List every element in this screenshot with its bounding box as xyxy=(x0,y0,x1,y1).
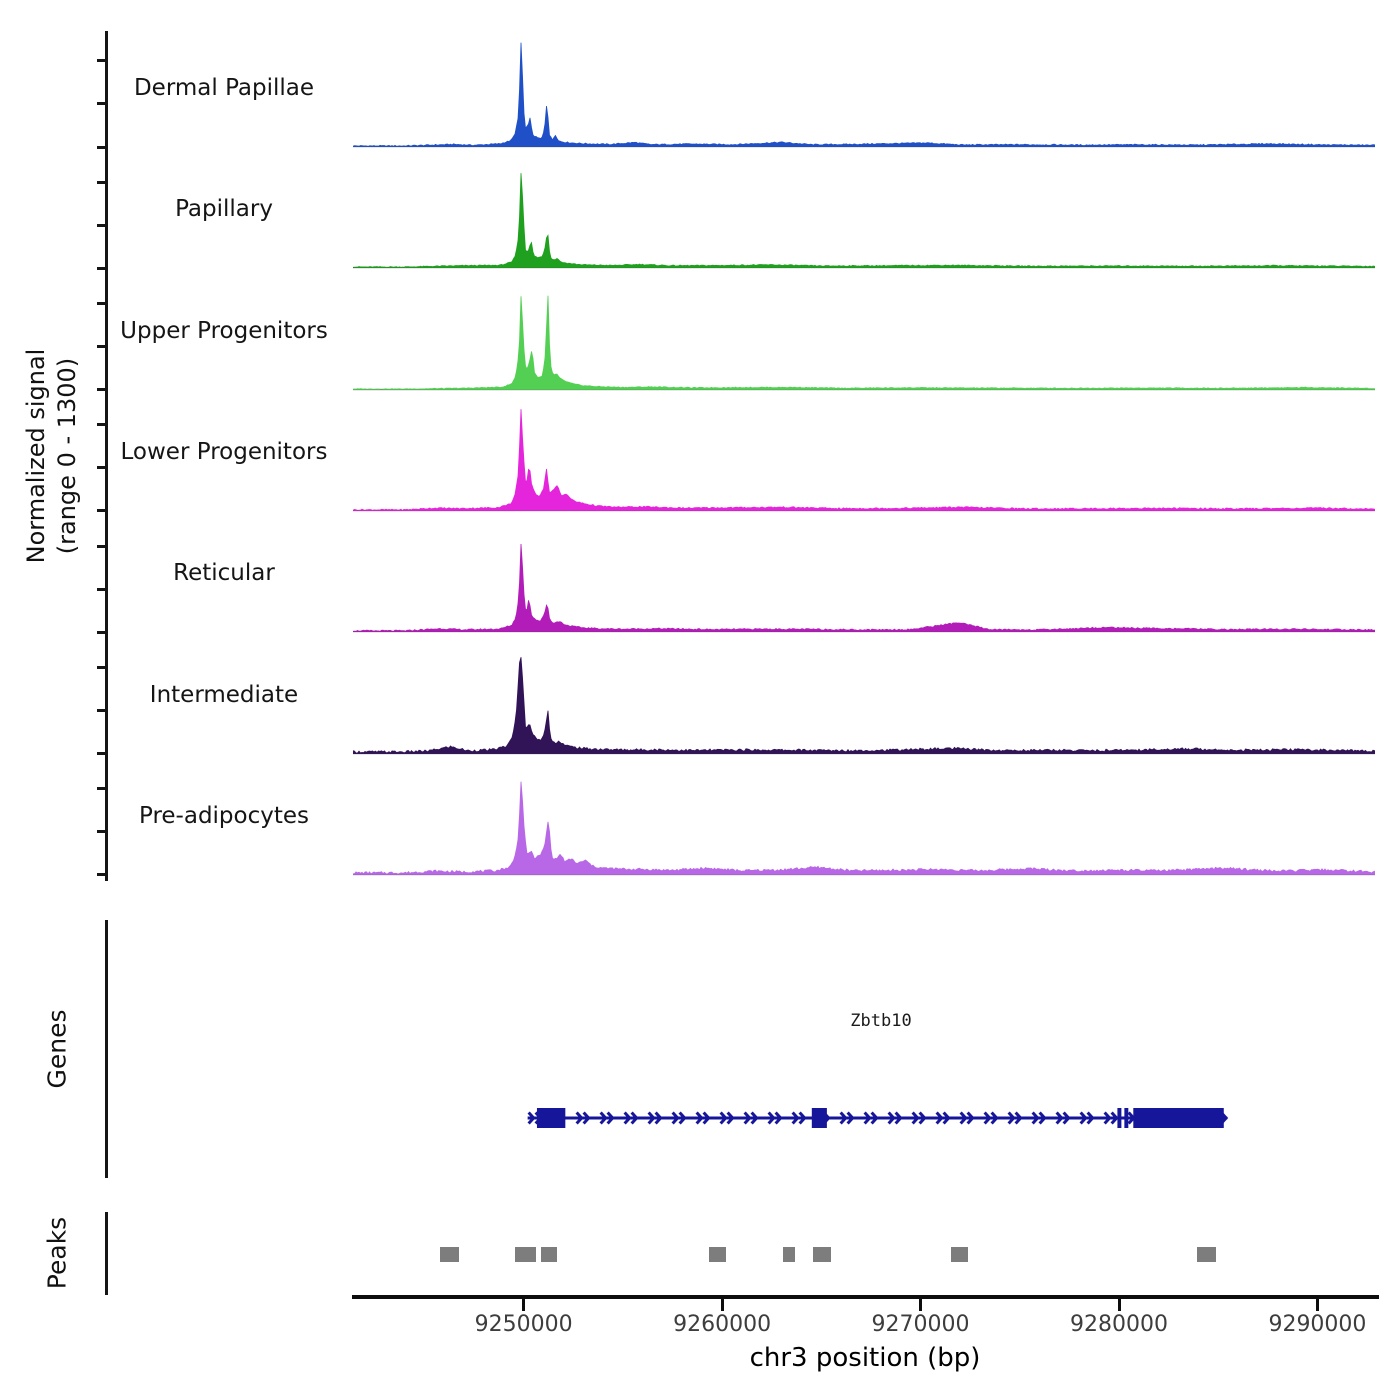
signal-axis-label-line2: (range 0 - 1300) xyxy=(53,357,81,555)
x-axis-tick xyxy=(721,1299,724,1311)
x-tick-label-9260000: 9260000 xyxy=(673,1312,772,1337)
x-axis-tick xyxy=(522,1299,525,1311)
signal-track-reticular xyxy=(353,510,1375,634)
peak-interval xyxy=(783,1247,795,1262)
signal-track-pre-adipocytes xyxy=(353,753,1375,877)
signal-axis-label-line1: Normalized signal xyxy=(21,348,50,564)
x-tick-label-9250000: 9250000 xyxy=(474,1312,573,1337)
signal-track-upper-progenitors xyxy=(353,268,1375,392)
signal-y-tick xyxy=(97,102,106,105)
signal-y-tick xyxy=(97,666,106,669)
signal-y-tick xyxy=(97,752,106,755)
signal-y-tick xyxy=(97,466,106,469)
peak-interval xyxy=(541,1247,557,1262)
track-label-reticular: Reticular xyxy=(173,560,275,587)
x-axis-tick xyxy=(1118,1299,1121,1311)
x-axis-line xyxy=(352,1295,1379,1299)
signal-axis-label xyxy=(21,349,83,564)
signal-area-dermal-papillae xyxy=(353,43,1375,147)
peak-interval xyxy=(709,1247,725,1262)
track-label-intermediate: Intermediate xyxy=(149,681,299,708)
track-label-upper-progenitors: Upper Progenitors xyxy=(120,317,328,344)
x-tick-label-9280000: 9280000 xyxy=(1070,1312,1168,1337)
signal-area-intermediate xyxy=(353,657,1375,753)
signal-y-tick xyxy=(97,830,106,833)
signal-y-tick xyxy=(97,267,106,270)
signal-y-tick xyxy=(97,509,106,512)
gene-exon xyxy=(1117,1108,1121,1128)
gene-name-label: Zbtb10 xyxy=(850,1011,912,1031)
peak-interval xyxy=(813,1247,831,1262)
signal-y-tick xyxy=(97,59,106,62)
signal-y-tick xyxy=(97,631,106,634)
signal-area-pre-adipocytes xyxy=(353,782,1375,875)
track-label-pre-adipocytes: Pre-adipocytes xyxy=(138,802,310,829)
signal-area-upper-progenitors xyxy=(353,295,1375,389)
x-axis-title: chr3 position (bp) xyxy=(749,1343,981,1373)
peaks-section-label: Peaks xyxy=(42,1216,72,1290)
genes-section-label: Genes xyxy=(42,1009,72,1089)
signal-track-intermediate xyxy=(353,632,1375,756)
peak-interval xyxy=(1197,1247,1216,1262)
peak-interval xyxy=(440,1247,459,1262)
track-label-papillary: Papillary xyxy=(175,196,273,223)
signal-area-lower-progenitors xyxy=(353,409,1375,510)
signal-y-tick xyxy=(97,709,106,712)
signal-track-papillary xyxy=(353,146,1375,270)
gene-exon xyxy=(812,1108,827,1128)
peaks-axis-line xyxy=(105,1212,108,1295)
signal-track-lower-progenitors xyxy=(353,389,1375,513)
signal-y-tick xyxy=(97,588,106,591)
signal-y-tick xyxy=(97,545,106,548)
signal-area-papillary xyxy=(353,174,1375,268)
gene-exon xyxy=(537,1108,565,1128)
gene-exon xyxy=(1124,1108,1128,1128)
x-axis-tick xyxy=(1316,1299,1319,1311)
track-label-lower-progenitors: Lower Progenitors xyxy=(120,438,328,465)
signal-y-tick xyxy=(97,224,106,227)
signal-track-dermal-papillae xyxy=(353,25,1375,149)
peak-interval xyxy=(951,1247,967,1262)
gene-model-zbtb10 xyxy=(353,1100,1375,1140)
signal-y-tick xyxy=(97,423,106,426)
signal-y-tick xyxy=(97,787,106,790)
signal-y-tick xyxy=(97,388,106,391)
peak-interval xyxy=(515,1247,536,1262)
signal-y-tick xyxy=(97,873,106,876)
track-label-dermal-papillae: Dermal Papillae xyxy=(133,75,315,101)
signal-area-reticular xyxy=(353,544,1375,632)
x-tick-label-9270000: 9270000 xyxy=(871,1312,970,1337)
x-tick-label-9290000: 9290000 xyxy=(1268,1312,1367,1337)
signal-y-tick xyxy=(97,146,106,149)
signal-y-tick xyxy=(97,302,106,305)
gene-exon xyxy=(1133,1108,1223,1128)
signal-y-tick xyxy=(97,181,106,184)
signal-y-tick xyxy=(97,345,106,348)
genes-axis-line xyxy=(105,920,108,1178)
x-axis-tick xyxy=(919,1299,922,1311)
